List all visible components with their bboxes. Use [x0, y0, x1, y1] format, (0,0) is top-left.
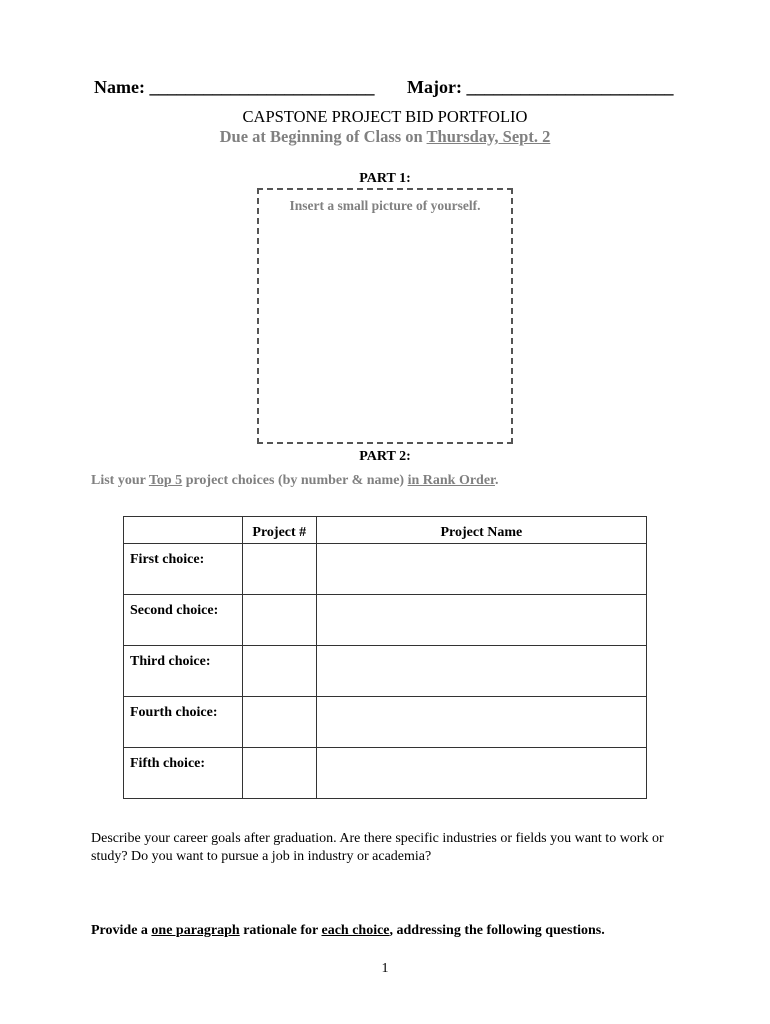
table-row [124, 544, 647, 595]
rationale-each-choice: each choice [321, 923, 390, 938]
part1-heading: PART 1: [359, 171, 411, 186]
table-row [124, 646, 647, 697]
header-project-number: Project # [242, 517, 316, 544]
instruction-rank-order: in Rank Order [407, 473, 495, 488]
due-prefix: Due at Beginning of Class on [219, 127, 427, 146]
document-title: CAPSTONE PROJECT BID PORTFOLIO [242, 107, 528, 126]
major-field-line[interactable] [407, 77, 673, 98]
project-number-cell[interactable] [242, 646, 316, 697]
part2-instruction [91, 473, 498, 489]
header-empty-cell [124, 517, 243, 544]
table-row [124, 595, 647, 646]
row-label: Fifth choice: [124, 748, 243, 799]
row-label: Second choice: [124, 595, 243, 646]
project-choices-table [123, 516, 647, 799]
rationale-text: rationale for [239, 923, 322, 938]
due-date-line [0, 127, 770, 147]
project-number-cell[interactable] [242, 748, 316, 799]
project-number-cell[interactable] [242, 544, 316, 595]
major-blank[interactable]: _______________________ [466, 77, 674, 97]
instruction-period: . [494, 473, 499, 488]
name-label: Name: [94, 77, 150, 97]
project-name-cell[interactable] [316, 646, 646, 697]
name-blank[interactable]: _________________________ [149, 77, 375, 97]
page-number: 1 [381, 961, 389, 976]
rationale-one-paragraph: one paragraph [151, 923, 240, 938]
project-name-cell[interactable] [316, 748, 646, 799]
photo-placeholder-box[interactable] [257, 188, 513, 444]
instruction-top5: Top 5 [148, 473, 183, 488]
table-row [124, 748, 647, 799]
table-row [124, 697, 647, 748]
due-date: Thursday, Sept. 2 [426, 127, 551, 146]
row-label: Fourth choice: [124, 697, 243, 748]
rationale-text: Provide a [91, 923, 152, 938]
part2-heading: PART 2: [359, 449, 411, 464]
project-name-cell[interactable] [316, 544, 646, 595]
project-number-cell[interactable] [242, 595, 316, 646]
instruction-text: List your [91, 473, 149, 488]
rationale-text: , addressing the following questions. [389, 923, 605, 938]
project-name-cell[interactable] [316, 697, 646, 748]
name-field-line[interactable] [94, 77, 374, 98]
career-goals-prompt: Describe your career goals after graduation. Are there specific industries or fields you want to work or study? Do you want to pursue a job in industry or academia? [91, 831, 664, 864]
major-label: Major: [407, 77, 467, 97]
photo-caption: Insert a small picture of yourself. [289, 198, 481, 213]
project-name-cell[interactable] [316, 595, 646, 646]
rationale-instruction [91, 923, 605, 939]
row-label: First choice: [124, 544, 243, 595]
table-header-row [124, 517, 647, 544]
instruction-text: project choices (by number & name) [182, 473, 408, 488]
header-project-name: Project Name [316, 517, 646, 544]
project-number-cell[interactable] [242, 697, 316, 748]
row-label: Third choice: [124, 646, 243, 697]
